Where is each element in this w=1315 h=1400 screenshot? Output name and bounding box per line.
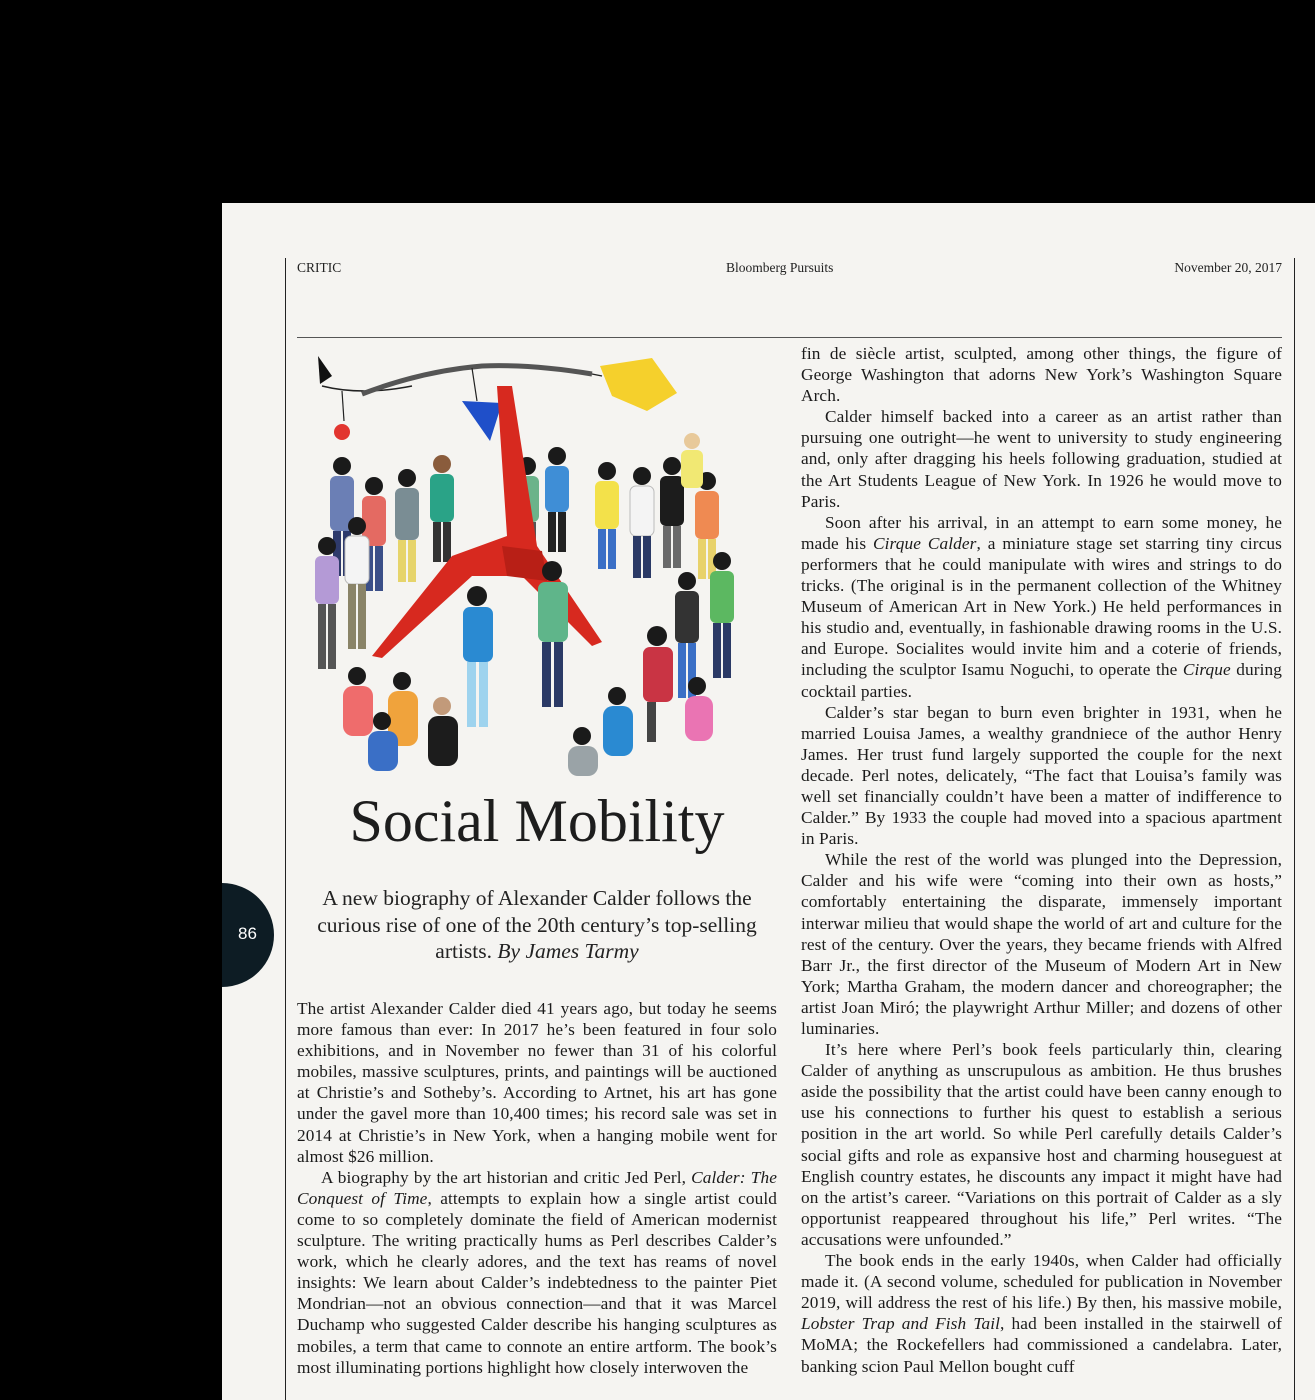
header-rule — [297, 337, 1282, 338]
page-number: 86 — [238, 924, 257, 943]
paragraph: fin de siècle artist, sculpted, among other things, the figure of George Washington that adorns New York’s Washington Square Arch. — [801, 344, 1282, 406]
byline: By James Tarmy — [497, 939, 639, 963]
paragraph: The book ends in the early 1940s, when Calder had officially made it. (A second volume, scheduled for publication in November 2019, will address the rest of his life.) By then, his massive mobile, Lobster Trap and Fish Tail, had been installed in the stairwell of MoMA; the Rockefellers had commissioned a candelabra. Later, banking scion Paul Mellon bought cuff — [801, 1251, 1282, 1376]
work-title: Cirque — [1182, 660, 1231, 680]
magazine-page — [222, 203, 1315, 1400]
work-title: Lobster Trap and Fish Tail — [801, 1314, 1001, 1334]
article-title: Social Mobility — [349, 788, 725, 854]
calder-sculpture-crowd-illustration — [302, 346, 772, 776]
section-label: CRITIC — [297, 260, 342, 275]
paragraph: Calder himself backed into a career as an artist rather than pursuing one outright—he went to university to study engineering and, only after dragging his heels following graduation, studied at the Art Students League of New York. In 1926 he would move to Paris. — [801, 407, 1282, 511]
paragraph: It’s here where Perl’s book feels particularly thin, clearing Calder of anything as unscrupulous as ambition. He thus brushes aside the possibility that the artist could have been canny enough to use his connections to further his quest to establish a serious position in the art world. So while Perl carefully details Calder’s social gifts and role as expansive host and charming houseguest at English country estates, he discounts any impact it might have had on the artist’s career. “Variations on this portrait of Calder as a sly opportunist reappeared throughout his life,” Perl writes. “The accusations were unfounded.” — [801, 1040, 1282, 1249]
work-title: Cirque Calder — [873, 533, 977, 553]
deck-text: A new biography of Alexander Calder follows the curious rise of one of the 20th century’s top-selling artists. — [317, 886, 757, 963]
paragraph: Soon after his arrival, in an attempt to earn some money, he made his Cirque Calder, a miniature stage set starring tiny circus performers that he could manipulate with wires and strings to do tricks. (The original is in the permanent collection of the Whitney Museum of American Art in New York.) He held performances in his studio and, eventually, in fashionable drawing rooms in the U.S. and Europe. Socialites would invite him and a coterie of friends, including the sculptor Isamu Noguchi, to operate the Cirque during cocktail parties. — [801, 512, 1282, 701]
issue-date: November 20, 2017 — [1174, 260, 1282, 275]
paragraph: A biography by the art historian and critic Jed Perl, Calder: The Conquest of Time, attempts to explain how a single artist could come to so completely dominate the field of American modernist sculpture. The writing practically hums as Perl describes Calder’s work, which he clearly adores, and the text has reams of novel insights: We learn about Calder’s indebtedness to the painter Piet Mondrian—not an obvious connection—and that it was Marcel Duchamp who suggested Calder describe his hanging sculptures as mobiles, a term that came to connote an entire artform. The book’s most illuminating portions highlight how closely interwoven the — [297, 1167, 778, 1377]
paragraph: While the rest of the world was plunged into the Depression, Calder and his wife were “coming into their own as hosts,” comfortably entertaining the disparate, immensely important interwar milieu that would shape the world of art and culture for the rest of the century. Over the years, they became friends with Alfred Barr Jr., the first director of the Museum of Modern Art in New York; Martha Graham, the modern dancer and choreographer; the artist Joan Miró; the playwright Arthur Miller; and dozens of other luminaries. — [801, 850, 1282, 1038]
left-margin-rule — [285, 258, 286, 1400]
page-number-tab — [222, 883, 274, 987]
body-column-left — [297, 998, 777, 1378]
body-column-right — [801, 343, 1282, 1377]
publication-name: Bloomberg Pursuits — [726, 260, 834, 275]
book-title: Calder: The Conquest of Time — [297, 1167, 777, 1208]
paragraph: Calder’s star began to burn even brighter in 1931, when he married Louisa James, a wealthy grandniece of the author Henry James. Her trust fund largely supported the couple for the next decade. Perl notes, delicately, “The fact that Louisa’s family was well set financially couldn’t have been a matter of indifference to Calder.” By 1933 the couple had moved into a spacious apartment in Paris. — [801, 702, 1282, 849]
article-deck — [304, 885, 770, 965]
right-margin-rule — [1294, 258, 1295, 1400]
paragraph: The artist Alexander Calder died 41 years ago, but today he seems more famous than ever: In 2017 he’s been featured in four solo exhibitions, and in November no fewer than 31 of his colorful mobiles, massive sculptures, prints, and paintings will be auctioned at Christie’s and Sotheby’s. According to Artnet, his art has gone under the gavel more than 10,400 times; his record sale was set in 2014 at Christie’s in New York, when a hanging mobile went for almost $26 million. — [297, 999, 777, 1166]
